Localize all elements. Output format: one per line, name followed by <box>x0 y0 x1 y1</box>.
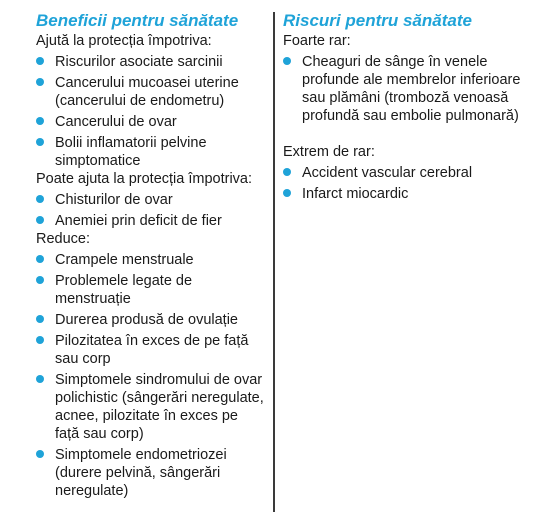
bullet-dot-icon <box>36 78 44 86</box>
risks-column <box>283 10 533 203</box>
risks-group-very-rare <box>283 32 533 125</box>
bullet-dot-icon <box>36 216 44 224</box>
benefits-column <box>36 10 266 500</box>
bullet-list <box>36 251 266 500</box>
list-item: Crampele menstruale <box>36 251 266 269</box>
bullet-dot-icon <box>283 168 291 176</box>
spacer <box>283 125 533 143</box>
column-divider <box>273 12 275 512</box>
bullet-dot-icon <box>36 117 44 125</box>
list-item: Durerea produsă de ovulație <box>36 311 266 329</box>
bullet-dot-icon <box>283 189 291 197</box>
list-item: Chisturilor de ovar <box>36 191 266 209</box>
list-item: Simptomele sindromului de ovar polichistic (sângerări neregulate, acnee, pilozitate în exces pe față sau corp) <box>36 371 266 443</box>
list-item: Simptomele endometriozei (durere pelvină, sângerări neregulate) <box>36 446 266 500</box>
bullet-dot-icon <box>36 375 44 383</box>
group-intro: Foarte rar: <box>283 33 351 49</box>
risks-group-extremely-rare <box>283 143 533 203</box>
bullet-list <box>36 191 266 230</box>
bullet-dot-icon <box>283 57 291 65</box>
list-item: Problemele legate de menstruație <box>36 272 266 308</box>
bullet-list <box>36 53 266 170</box>
risks-heading: Riscuri pentru sănătate <box>283 11 472 30</box>
list-item: Infarct miocardic <box>283 185 533 203</box>
list-item: Bolii inflamatorii pelvine simptomatice <box>36 134 266 170</box>
bullet-dot-icon <box>36 138 44 146</box>
bullet-dot-icon <box>36 255 44 263</box>
list-item: Accident vascular cerebral <box>283 164 533 182</box>
group-intro: Poate ajuta la protecția împotriva: <box>36 171 253 187</box>
bullet-list <box>283 164 533 203</box>
bullet-dot-icon <box>36 315 44 323</box>
list-item: Cancerului de ovar <box>36 113 266 131</box>
list-item: Riscurilor asociate sarcinii <box>36 53 266 71</box>
bullet-dot-icon <box>36 57 44 65</box>
benefits-group-reduces <box>36 230 266 500</box>
benefits-group-protection <box>36 32 266 170</box>
list-item: Anemiei prin deficit de fier <box>36 212 266 230</box>
bullet-dot-icon <box>36 276 44 284</box>
benefits-group-may-protect <box>36 170 266 230</box>
list-item: Cancerului mucoasei uterine (cancerului de endometru) <box>36 74 266 110</box>
bullet-list <box>283 53 533 125</box>
bullet-dot-icon <box>36 450 44 458</box>
bullet-dot-icon <box>36 336 44 344</box>
list-item: Cheaguri de sânge în venele profunde ale membrelor inferioare sau plămâni (tromboză venoasă profundă sau embolie pulmonară) <box>283 53 533 125</box>
list-item: Pilozitatea în exces de pe față sau corp <box>36 332 266 368</box>
group-intro: Extrem de rar: <box>283 144 375 160</box>
bullet-dot-icon <box>36 195 44 203</box>
group-intro: Reduce: <box>36 231 91 247</box>
benefits-heading: Beneficii pentru sănătate <box>36 11 239 30</box>
group-intro: Ajută la protecția împotriva: <box>36 33 212 49</box>
